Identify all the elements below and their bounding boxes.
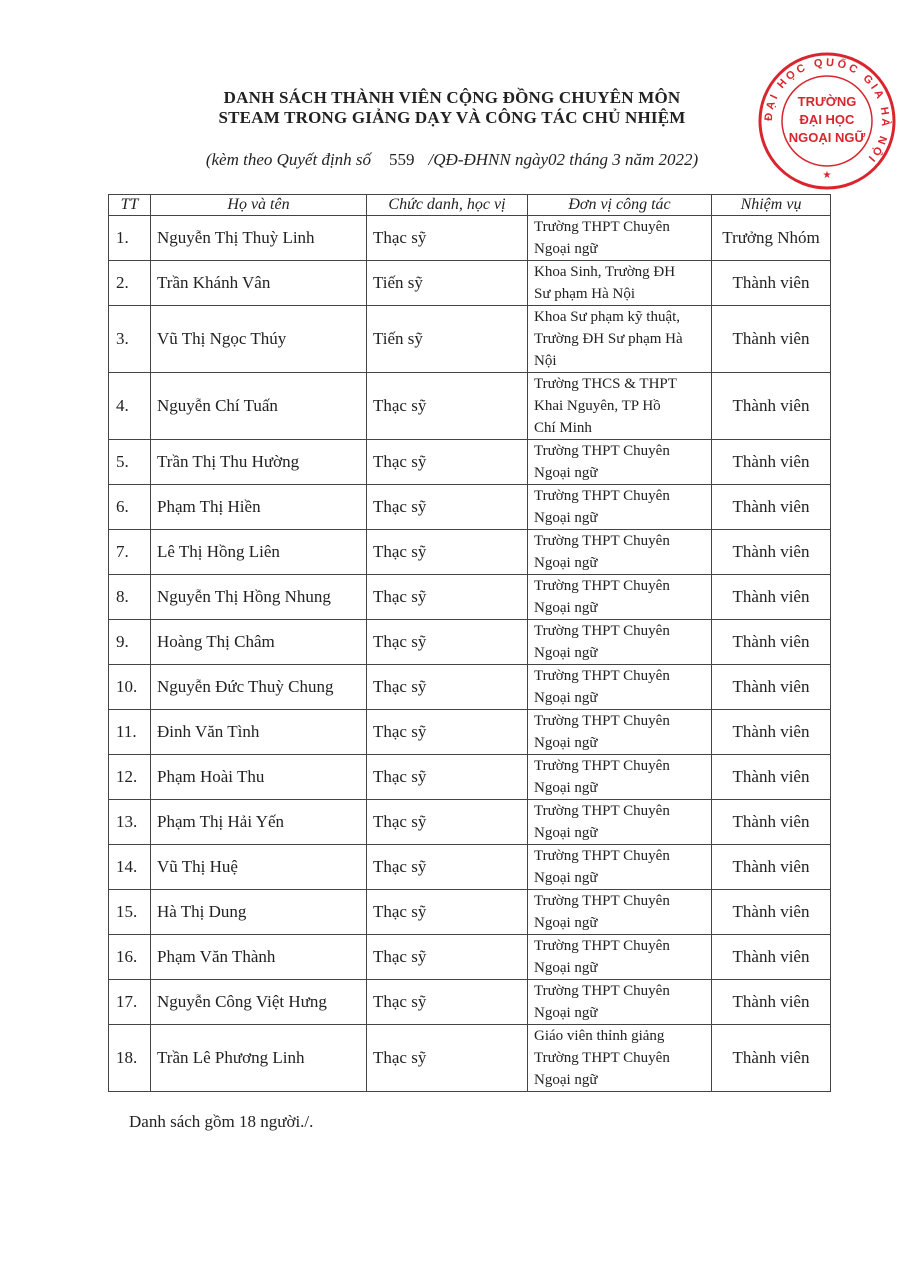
cell-role: Thành viên xyxy=(712,261,831,306)
document-title-line2: STEAM TRONG GIẢNG DẠY VÀ CÔNG TÁC CHỦ NHIỆM xyxy=(218,108,686,127)
cell-title: Thạc sỹ xyxy=(367,665,528,710)
cell-role: Thành viên xyxy=(712,1025,831,1092)
unit-line: Ngoại ngữ xyxy=(534,1005,598,1021)
cell-unit xyxy=(528,890,712,935)
unit-line: Ngoại ngữ xyxy=(534,825,598,841)
table-row xyxy=(109,890,831,935)
cell-title: Tiến sỹ xyxy=(367,261,528,306)
unit-line: Ngoại ngữ xyxy=(534,735,598,751)
cell-unit xyxy=(528,261,712,306)
unit-line: Ngoại ngữ xyxy=(534,600,598,616)
table-row xyxy=(109,665,831,710)
unit-line: Trường THPT Chuyên xyxy=(534,983,670,999)
cell-title: Tiến sỹ xyxy=(367,306,528,373)
cell-role: Thành viên xyxy=(712,373,831,440)
unit-line: Giáo viên thỉnh giảng xyxy=(534,1028,665,1044)
document-title-line1: DANH SÁCH THÀNH VIÊN CỘNG ĐỒNG CHUYÊN MÔN xyxy=(223,88,681,107)
cell-name: Nguyễn Thị Hồng Nhung xyxy=(151,575,367,620)
cell-tt: 13. xyxy=(109,800,151,845)
unit-line: Trường THPT Chuyên xyxy=(534,488,670,504)
cell-name: Phạm Thị Hiền xyxy=(151,485,367,530)
cell-unit xyxy=(528,665,712,710)
cell-title: Thạc sỹ xyxy=(367,216,528,261)
unit-line: Nội xyxy=(534,353,557,369)
cell-role: Thành viên xyxy=(712,800,831,845)
cell-name: Hà Thị Dung xyxy=(151,890,367,935)
unit-line: Khai Nguyên, TP Hồ xyxy=(534,398,661,414)
cell-title: Thạc sỹ xyxy=(367,620,528,665)
unit-line: Ngoại ngữ xyxy=(534,241,598,257)
cell-title: Thạc sỹ xyxy=(367,845,528,890)
unit-line: Ngoại ngữ xyxy=(534,690,598,706)
cell-tt: 7. xyxy=(109,530,151,575)
cell-tt: 10. xyxy=(109,665,151,710)
unit-line: Ngoại ngữ xyxy=(534,960,598,976)
cell-role: Thành viên xyxy=(712,530,831,575)
cell-unit xyxy=(528,980,712,1025)
svg-text:ĐẠI HỌC: ĐẠI HỌC xyxy=(799,112,855,127)
table-row xyxy=(109,575,831,620)
table-row xyxy=(109,755,831,800)
cell-title: Thạc sỹ xyxy=(367,530,528,575)
unit-line: Trường THPT Chuyên xyxy=(534,938,670,954)
table-row xyxy=(109,620,831,665)
cell-role: Thành viên xyxy=(712,485,831,530)
unit-line: Trường THPT Chuyên xyxy=(534,893,670,909)
cell-unit xyxy=(528,935,712,980)
unit-line: Chí Minh xyxy=(534,420,592,436)
cell-unit xyxy=(528,575,712,620)
cell-unit xyxy=(528,755,712,800)
table-row xyxy=(109,800,831,845)
document-footer: Danh sách gồm 18 người./. xyxy=(129,1112,314,1131)
cell-unit xyxy=(528,800,712,845)
cell-title: Thạc sỹ xyxy=(367,440,528,485)
decision-number: 559 xyxy=(389,150,415,169)
cell-role: Thành viên xyxy=(712,710,831,755)
cell-title: Thạc sỹ xyxy=(367,1025,528,1092)
subtitle-suffix: /QĐ-ĐHNN ngày02 tháng 3 năm 2022) xyxy=(428,150,699,169)
unit-line: Trường THPT Chuyên xyxy=(534,1050,670,1066)
table-row xyxy=(109,373,831,440)
cell-tt: 5. xyxy=(109,440,151,485)
unit-line: Khoa Sư phạm kỹ thuật, xyxy=(534,309,681,325)
cell-title: Thạc sỹ xyxy=(367,755,528,800)
cell-unit xyxy=(528,373,712,440)
cell-title: Thạc sỹ xyxy=(367,800,528,845)
cell-unit xyxy=(528,620,712,665)
university-seal xyxy=(756,50,898,192)
unit-line: Ngoại ngữ xyxy=(534,645,598,661)
cell-name: Đinh Văn Tình xyxy=(151,710,367,755)
cell-tt: 17. xyxy=(109,980,151,1025)
unit-line: Ngoại ngữ xyxy=(534,915,598,931)
cell-role: Thành viên xyxy=(712,845,831,890)
cell-role: Thành viên xyxy=(712,440,831,485)
cell-tt: 9. xyxy=(109,620,151,665)
cell-unit xyxy=(528,440,712,485)
cell-name: Nguyễn Chí Tuấn xyxy=(151,373,367,440)
cell-name: Phạm Văn Thành xyxy=(151,935,367,980)
cell-name: Nguyễn Công Việt Hưng xyxy=(151,980,367,1025)
table-row xyxy=(109,440,831,485)
header-unit: Đơn vị công tác xyxy=(528,195,712,216)
unit-line: Trường THPT Chuyên xyxy=(534,803,670,819)
unit-line: Ngoại ngữ xyxy=(534,465,598,481)
subtitle-prefix: (kèm theo Quyết định số xyxy=(205,150,372,169)
cell-name: Nguyễn Thị Thuỳ Linh xyxy=(151,216,367,261)
cell-name: Phạm Hoài Thu xyxy=(151,755,367,800)
cell-unit xyxy=(528,216,712,261)
cell-name: Vũ Thị Huệ xyxy=(151,845,367,890)
unit-line: Trường THPT Chuyên xyxy=(534,219,670,235)
table-row xyxy=(109,845,831,890)
unit-line: Sư phạm Hà Nội xyxy=(534,286,636,302)
unit-line: Ngoại ngữ xyxy=(534,780,598,796)
svg-text:★: ★ xyxy=(822,170,832,181)
unit-line: Khoa Sinh, Trường ĐH xyxy=(534,264,676,280)
cell-role: Thành viên xyxy=(712,575,831,620)
svg-text:NGOẠI NGỮ: NGOẠI NGỮ xyxy=(788,130,866,145)
cell-tt: 8. xyxy=(109,575,151,620)
unit-line: Trường ĐH Sư phạm Hà xyxy=(534,331,683,347)
unit-line: Trường THPT Chuyên xyxy=(534,623,670,639)
svg-text:TRƯỜNG: TRƯỜNG xyxy=(797,94,857,109)
cell-role: Trưởng Nhóm xyxy=(712,216,831,261)
cell-role: Thành viên xyxy=(712,665,831,710)
header-role: Nhiệm vụ xyxy=(712,195,831,216)
cell-unit xyxy=(528,530,712,575)
cell-unit xyxy=(528,485,712,530)
unit-line: Ngoại ngữ xyxy=(534,510,598,526)
unit-line: Ngoại ngữ xyxy=(534,870,598,886)
unit-line: Trường THPT Chuyên xyxy=(534,713,670,729)
cell-title: Thạc sỹ xyxy=(367,935,528,980)
cell-tt: 6. xyxy=(109,485,151,530)
cell-unit xyxy=(528,710,712,755)
cell-name: Nguyễn Đức Thuỳ Chung xyxy=(151,665,367,710)
cell-tt: 12. xyxy=(109,755,151,800)
cell-title: Thạc sỹ xyxy=(367,575,528,620)
cell-unit xyxy=(528,845,712,890)
cell-role: Thành viên xyxy=(712,980,831,1025)
cell-role: Thành viên xyxy=(712,935,831,980)
cell-tt: 16. xyxy=(109,935,151,980)
cell-unit xyxy=(528,306,712,373)
header-title: Chức danh, học vị xyxy=(367,195,528,216)
seal-ring-text: ĐẠI HỌC QUỐC GIA HÀ NỘI xyxy=(762,56,892,166)
table-row xyxy=(109,530,831,575)
cell-tt: 14. xyxy=(109,845,151,890)
header-tt: TT xyxy=(109,195,151,216)
cell-title: Thạc sỹ xyxy=(367,710,528,755)
cell-name: Vũ Thị Ngọc Thúy xyxy=(151,306,367,373)
header-name: Họ và tên xyxy=(151,195,367,216)
cell-name: Trần Thị Thu Hường xyxy=(151,440,367,485)
table-header-row xyxy=(109,195,831,216)
cell-tt: 18. xyxy=(109,1025,151,1092)
cell-title: Thạc sỹ xyxy=(367,890,528,935)
cell-title: Thạc sỹ xyxy=(367,373,528,440)
unit-line: Trường THCS & THPT xyxy=(534,376,677,392)
unit-line: Trường THPT Chuyên xyxy=(534,578,670,594)
cell-role: Thành viên xyxy=(712,620,831,665)
cell-tt: 1. xyxy=(109,216,151,261)
cell-name: Hoàng Thị Châm xyxy=(151,620,367,665)
cell-title: Thạc sỹ xyxy=(367,485,528,530)
cell-name: Trần Khánh Vân xyxy=(151,261,367,306)
unit-line: Ngoại ngữ xyxy=(534,555,598,571)
unit-line: Trường THPT Chuyên xyxy=(534,668,670,684)
cell-tt: 4. xyxy=(109,373,151,440)
cell-tt: 11. xyxy=(109,710,151,755)
unit-line: Trường THPT Chuyên xyxy=(534,848,670,864)
table-row xyxy=(109,485,831,530)
table-row xyxy=(109,306,831,373)
member-table xyxy=(108,194,831,1092)
cell-role: Thành viên xyxy=(712,890,831,935)
cell-name: Phạm Thị Hải Yến xyxy=(151,800,367,845)
cell-name: Trần Lê Phương Linh xyxy=(151,1025,367,1092)
cell-unit xyxy=(528,1025,712,1092)
unit-line: Ngoại ngữ xyxy=(534,1072,598,1088)
table-row xyxy=(109,710,831,755)
table-row xyxy=(109,261,831,306)
cell-role: Thành viên xyxy=(712,755,831,800)
table-row xyxy=(109,980,831,1025)
table-row xyxy=(109,935,831,980)
unit-line: Trường THPT Chuyên xyxy=(534,443,670,459)
cell-tt: 15. xyxy=(109,890,151,935)
cell-name: Lê Thị Hồng Liên xyxy=(151,530,367,575)
cell-tt: 3. xyxy=(109,306,151,373)
unit-line: Trường THPT Chuyên xyxy=(534,758,670,774)
table-row xyxy=(109,216,831,261)
cell-title: Thạc sỹ xyxy=(367,980,528,1025)
unit-line: Trường THPT Chuyên xyxy=(534,533,670,549)
cell-tt: 2. xyxy=(109,261,151,306)
table-row xyxy=(109,1025,831,1092)
cell-role: Thành viên xyxy=(712,306,831,373)
